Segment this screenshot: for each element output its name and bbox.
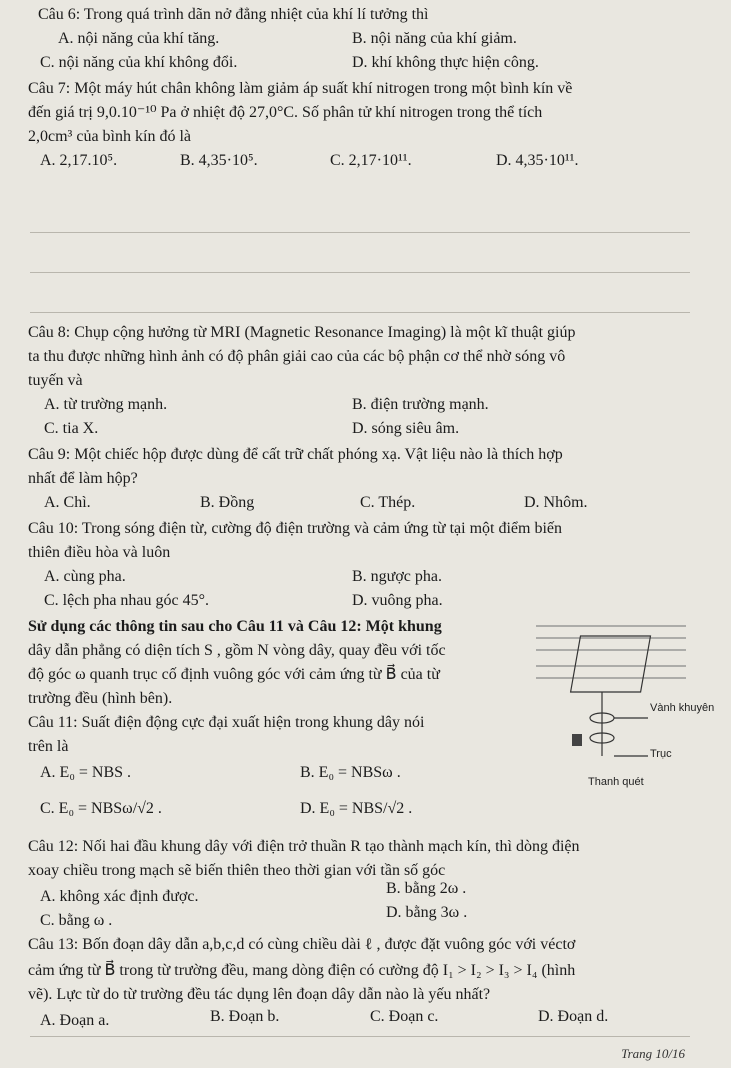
q10-option-b: B. ngược pha. bbox=[352, 568, 443, 585]
field-line bbox=[536, 666, 686, 678]
q8-stem-line1: Câu 8: Chụp cộng hưởng từ MRI (Magnetic Resonance Imaging) là một kĩ thuật giúp bbox=[28, 324, 576, 341]
q11-option-b: B. E₀ = NBSω . bbox=[300, 764, 401, 781]
shared-info-line2: dây dẫn phẳng có diện tích S , gồm N vòng dây, quay đều với tốc bbox=[28, 642, 446, 659]
q11-option-d: D. E₀ = NBS/√2 . bbox=[300, 800, 413, 817]
q13-option-c: C. Đoạn c. bbox=[370, 1008, 439, 1025]
q9-stem-line2: nhất để làm hộp? bbox=[28, 470, 138, 487]
q6-option-c: C. nội năng của khí không đổi. bbox=[40, 54, 238, 71]
q6-option-d: D. khí không thực hiện công. bbox=[352, 54, 539, 71]
q10-stem-line1: Câu 10: Trong sóng điện từ, cường độ điện trường và cảm ứng từ tại một điểm biến bbox=[28, 520, 563, 537]
q8-option-b: B. điện trường mạnh. bbox=[352, 396, 489, 413]
page-number: Trang 10/16 bbox=[621, 1046, 685, 1061]
axis-label: Trục bbox=[650, 748, 672, 760]
q7-option-b: B. 4,35·10⁵. bbox=[180, 152, 258, 169]
q12-stem-line2: xoay chiều trong mạch sẽ biến thiên theo thời gian với tần số góc bbox=[28, 862, 446, 879]
q8-option-d: D. sóng siêu âm. bbox=[352, 420, 460, 437]
rim-label: Vành khuyên bbox=[650, 702, 715, 714]
shared-info-line1: Sử dụng các thông tin sau cho Câu 11 và Câu 12: Một khung bbox=[28, 618, 442, 635]
q7-stem-line3: 2,0cm³ của bình kín đó là bbox=[28, 128, 191, 145]
q13-option-d: D. Đoạn d. bbox=[538, 1008, 609, 1025]
q11-stem-line2: trên là bbox=[28, 738, 69, 755]
q12-option-b: B. bằng 2ω . bbox=[386, 880, 467, 897]
q13-option-b: B. Đoạn b. bbox=[210, 1008, 280, 1025]
q12-option-d: D. bằng 3ω . bbox=[386, 904, 468, 921]
q13-stem-line3: vẽ). Lực từ do từ trường đều tác dụng lên đoạn dây dẫn nào là yếu nhất? bbox=[28, 986, 491, 1003]
q11-stem-line1: Câu 11: Suất điện động cực đại xuất hiện trong khung dây nói bbox=[28, 714, 425, 731]
answer-line-3 bbox=[30, 312, 690, 313]
brush-label: Thanh quét bbox=[588, 776, 644, 788]
q9-option-a: A. Chì. bbox=[44, 494, 91, 511]
shared-info-line4: trường đều (hình bên). bbox=[28, 690, 173, 707]
q8-option-a: A. từ trường mạnh. bbox=[44, 396, 168, 413]
q10-option-a: A. cùng pha. bbox=[44, 568, 126, 585]
q13-stem-line1: Câu 13: Bốn đoạn dây dẫn a,b,c,d có cùng chiều dài ℓ , được đặt vuông góc với véctơ bbox=[28, 936, 576, 953]
footer-divider bbox=[30, 1036, 690, 1037]
answer-line-2 bbox=[30, 272, 690, 273]
q12-stem-line1: Câu 12: Nối hai đầu khung dây với điện trở thuần R tạo thành mạch kín, thì dòng điện bbox=[28, 838, 580, 855]
q13-stem-line2: cảm ứng từ B⃗ trong từ trường đều, mang dòng điện có cường độ I₁ > I₂ > I₃ > I₄ (hình bbox=[28, 962, 576, 979]
coil-frame bbox=[571, 636, 651, 692]
coil-figure bbox=[536, 616, 715, 816]
q9-option-c: C. Thép. bbox=[360, 494, 416, 511]
q8-option-c: C. tia X. bbox=[44, 420, 99, 437]
brush-block bbox=[572, 734, 582, 746]
q9-option-b: B. Đồng bbox=[200, 494, 255, 511]
q7-option-a: A. 2,17.10⁵. bbox=[40, 152, 118, 169]
q6-option-b: B. nội năng của khí giảm. bbox=[352, 30, 517, 47]
q10-option-c: C. lệch pha nhau góc 45°. bbox=[44, 592, 210, 609]
q7-stem-line2: đến giá trị 9,0.10⁻¹⁰ Pa ở nhiệt độ 27,0°C. Số phân tử khí nitrogen trong thể tích bbox=[28, 104, 543, 121]
q8-stem-line2: ta thu được những hình ảnh có độ phân giải cao của các bộ phận cơ thể nhờ sóng vô bbox=[28, 348, 566, 365]
q9-stem-line1: Câu 9: Một chiếc hộp được dùng để cất trữ chất phóng xạ. Vật liệu nào là thích hợp bbox=[28, 446, 563, 463]
q11-option-a: A. E₀ = NBS . bbox=[40, 764, 132, 781]
q8-stem-line3: tuyến và bbox=[28, 372, 83, 389]
q9-option-d: D. Nhôm. bbox=[524, 494, 588, 511]
q6-option-a: A. nội năng của khí tăng. bbox=[58, 30, 220, 47]
q11-option-c: C. E₀ = NBSω/√2 . bbox=[40, 800, 162, 817]
q10-stem-line2: thiên điều hòa và luôn bbox=[28, 544, 171, 561]
q13-option-a: A. Đoạn a. bbox=[40, 1012, 110, 1029]
q12-option-c: C. bằng ω . bbox=[40, 912, 113, 929]
q12-option-a: A. không xác định được. bbox=[40, 888, 199, 905]
q6-stem: Câu 6: Trong quá trình dãn nở đẳng nhiệt của khí lí tưởng thì bbox=[38, 6, 429, 23]
answer-line-1 bbox=[30, 232, 690, 233]
q7-stem-line1: Câu 7: Một máy hút chân không làm giảm áp suất khí nitrogen trong một bình kín về bbox=[28, 80, 573, 97]
q7-option-d: D. 4,35·10¹¹. bbox=[496, 152, 579, 169]
q10-option-d: D. vuông pha. bbox=[352, 592, 443, 609]
field-line bbox=[536, 626, 686, 650]
shared-info-line3: độ góc ω quanh trục cố định vuông góc với cảm ứng từ B⃗ của từ bbox=[28, 666, 440, 683]
q7-option-c: C. 2,17·10¹¹. bbox=[330, 152, 412, 169]
